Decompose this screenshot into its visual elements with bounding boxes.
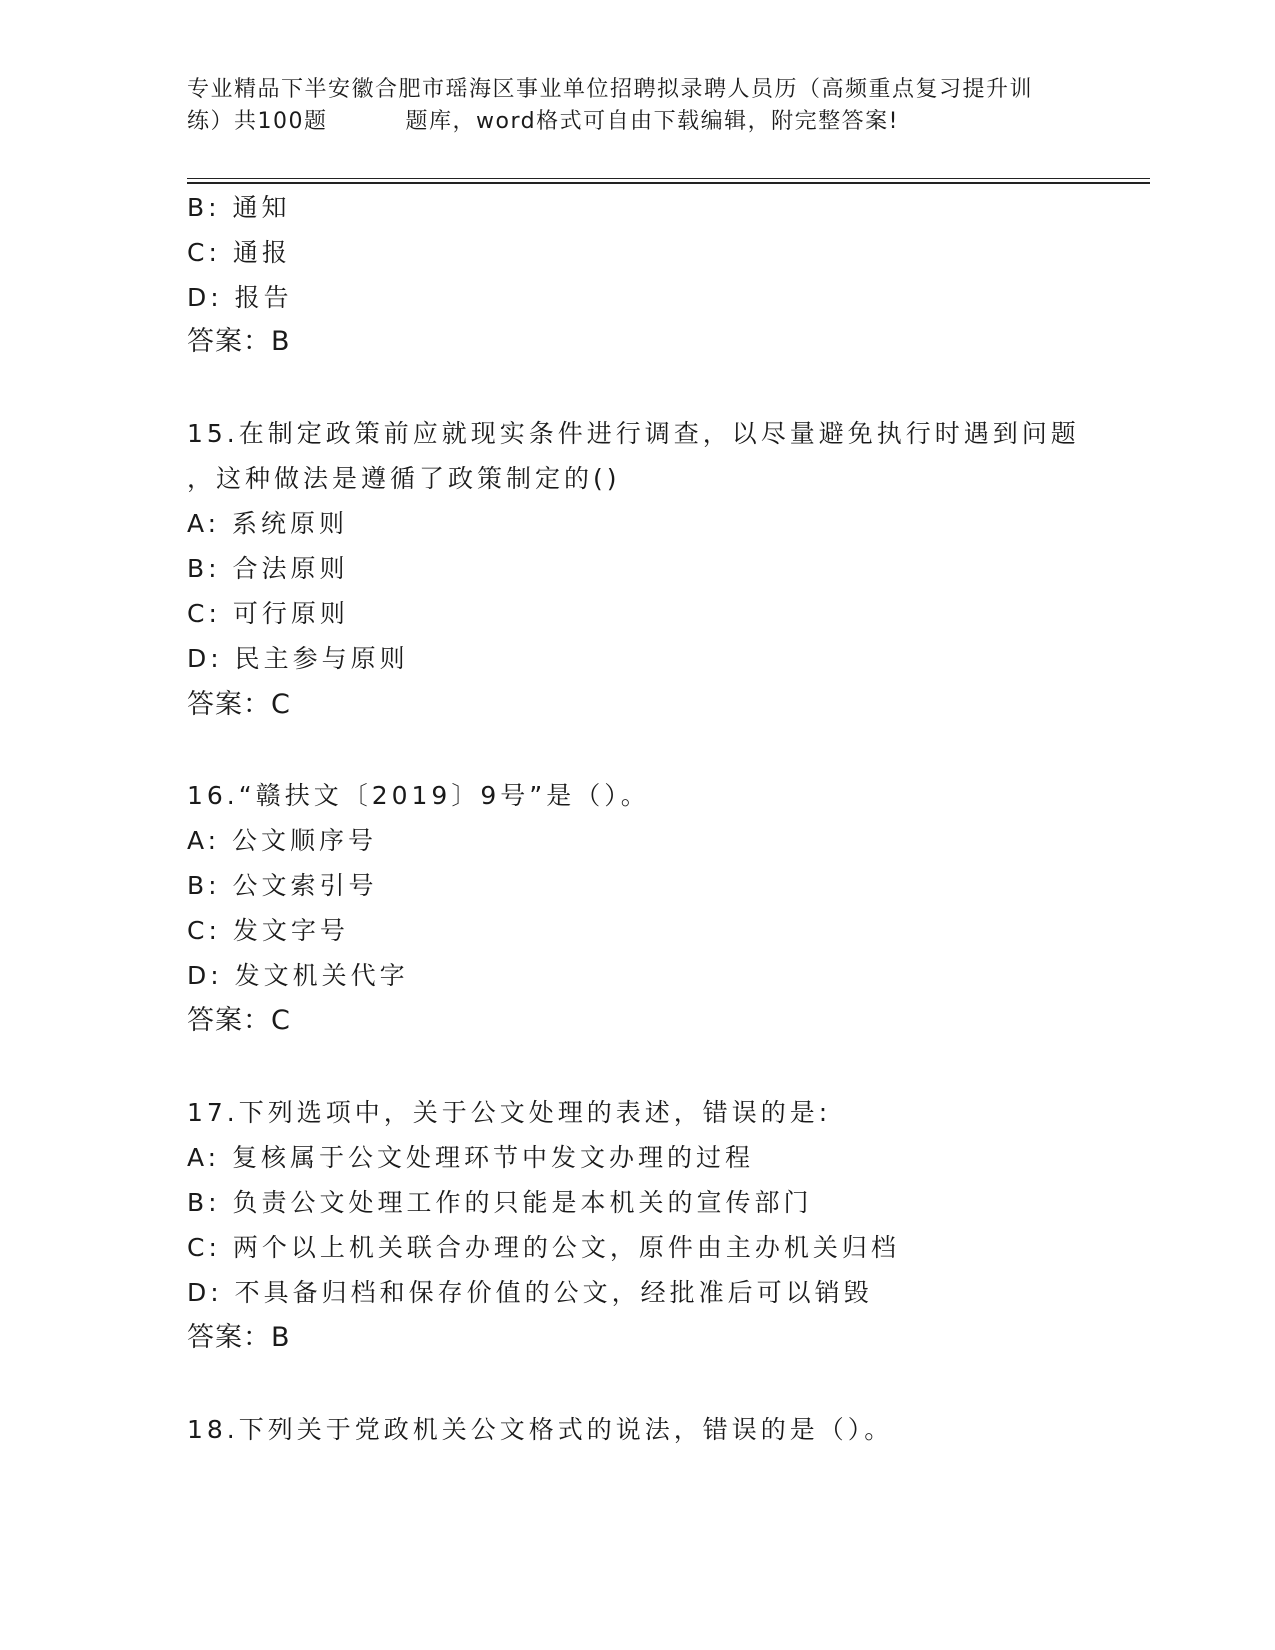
q14-option-c: C: 通报 — [187, 238, 291, 267]
header-divider-thin — [187, 178, 1150, 179]
q17-stem: 17.下列选项中，关于公文处理的表述，错误的是: — [187, 1098, 832, 1127]
q15-option-d: D: 民主参与原则 — [187, 644, 409, 673]
q17-option-c: C: 两个以上机关联合办理的公文，原件由主办机关归档 — [187, 1233, 900, 1262]
q15-stem-line-2: ，这种做法是遵循了政策制定的() — [187, 464, 621, 493]
q16-stem: 16.“赣扶文〔2019〕9号”是（）。 — [187, 781, 650, 810]
q17-answer: 答案：B — [187, 1322, 291, 1353]
q15-option-c: C: 可行原则 — [187, 599, 349, 628]
q15-option-b: B: 合法原则 — [187, 554, 349, 583]
header-line-2-part-b: 题库，word格式可自由下载编辑，附完整答案! — [405, 109, 899, 134]
q16-option-a: A: 公文顺序号 — [187, 826, 378, 855]
header-line-1: 专业精品下半安徽合肥市瑶海区事业单位招聘拟录聘人员历（高频重点复习提升训 — [187, 77, 1034, 102]
header-line-2-part-a: 练）共100题 — [187, 109, 328, 134]
q18-stem: 18.下列关于党政机关公文格式的说法，错误的是（）。 — [187, 1415, 894, 1444]
q15-answer: 答案：C — [187, 689, 291, 720]
q17-option-d: D: 不具备归档和保存价值的公文，经批准后可以销毁 — [187, 1278, 873, 1307]
q14-answer: 答案：B — [187, 326, 291, 357]
q17-option-b: B: 负责公文处理工作的只能是本机关的宣传部门 — [187, 1188, 813, 1217]
q16-answer: 答案：C — [187, 1005, 291, 1036]
q16-option-c: C: 发文字号 — [187, 916, 349, 945]
q14-option-b: B: 通知 — [187, 193, 291, 222]
q17-option-a: A: 复核属于公文处理环节中发文办理的过程 — [187, 1143, 755, 1172]
header-divider-thick — [187, 182, 1150, 184]
header-line-2 — [187, 106, 1087, 138]
q16-option-b: B: 公文索引号 — [187, 871, 378, 900]
q15-stem-line-1: 15.在制定政策前应就现实条件进行调查，以尽量避免执行时遇到问题 — [187, 419, 1080, 448]
q14-option-d: D: 报告 — [187, 283, 293, 312]
q16-option-d: D: 发文机关代字 — [187, 961, 409, 990]
document-header — [187, 74, 1087, 138]
q15-option-a: A: 系统原则 — [187, 509, 349, 538]
